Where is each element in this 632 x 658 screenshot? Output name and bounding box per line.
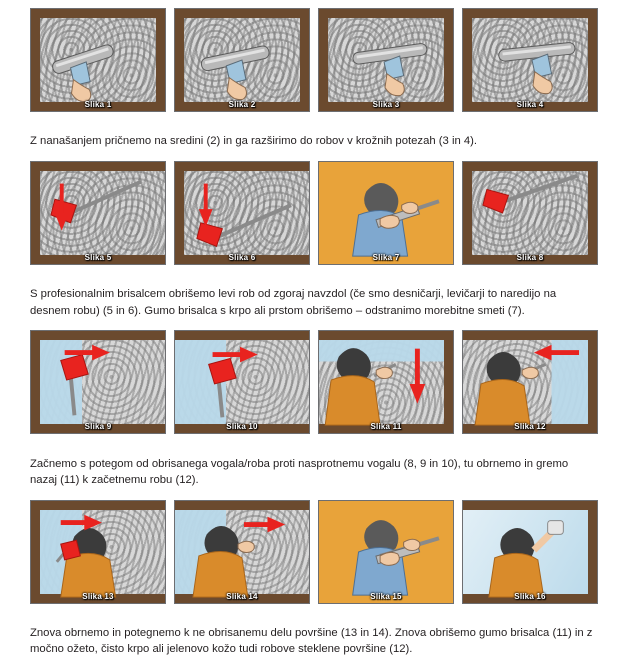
- figure-label: Slika 10: [226, 422, 258, 432]
- figure-cell: [174, 500, 310, 604]
- squeegee-art: [463, 162, 597, 264]
- figure-cell: [318, 8, 454, 112]
- figure-cell: [30, 8, 166, 112]
- figure-label: Slika 3: [372, 100, 400, 109]
- applicator-art: [463, 9, 597, 111]
- person-art: [175, 501, 309, 603]
- figure-label: Slika 6: [228, 252, 256, 262]
- person-art: [319, 162, 453, 264]
- figure-cell: [174, 330, 310, 434]
- figure-label: Slika 5: [84, 252, 112, 262]
- figure-label: Slika 1: [84, 100, 112, 109]
- person-art: [31, 501, 165, 603]
- step-caption: Znova obrnemo in potegnemo k ne obrisanemu delu površine (13 in 14). Znova obrišemo gumo brisalca (11) in z močno ožeto, čisto krpo ali jelenovo kožo tudi robove steklene površine (12).: [30, 626, 593, 656]
- figure-label: Slika 11: [370, 422, 402, 432]
- figure-cell: [318, 161, 454, 265]
- figure-label: Slika 4: [516, 100, 544, 109]
- arrow-down-icon: [199, 184, 213, 227]
- step-row-3: [0, 330, 632, 488]
- figure-label: Slika 16: [514, 591, 546, 601]
- applicator-art: [319, 9, 453, 111]
- figure-label: Slika 9: [84, 422, 112, 432]
- step-row-4: [0, 500, 632, 658]
- applicator-art: [31, 9, 165, 111]
- figure-label: Slika 14: [226, 591, 258, 601]
- applicator-art: [175, 9, 309, 111]
- figure-cell: [462, 500, 598, 604]
- squeegee-art: [175, 331, 309, 433]
- figure-cell: [30, 330, 166, 434]
- person-art: [319, 501, 453, 603]
- figure-label: Slika 15: [370, 591, 402, 601]
- figure-label: Slika 13: [82, 591, 114, 601]
- squeegee-art: [31, 331, 165, 433]
- figure-cell: [174, 161, 310, 265]
- image-strip-3: [0, 330, 632, 434]
- figure-label: Slika 12: [514, 422, 546, 432]
- squeegee-art: [31, 162, 165, 264]
- figure-cell: [462, 330, 598, 434]
- figure-cell: [462, 8, 598, 112]
- arrow-right-icon: [213, 347, 258, 363]
- figure-cell: [318, 330, 454, 434]
- figure-cell: [318, 500, 454, 604]
- step-caption: S profesionalnim brisalcem obrišemo levi rob od zgoraj navzdol (če smo desničarji, levičarji to naredijo na desnem robu) (5 in 6). Gumo brisalca s krpo ali prstom obrišemo – odstranimo morebitne smeti (7).: [30, 288, 557, 317]
- figure-label: Slika 2: [228, 100, 256, 109]
- step-row-1: [0, 0, 632, 150]
- figure-cell: [462, 161, 598, 265]
- figure-label: Slika 7: [372, 252, 400, 262]
- arrow-right-icon: [244, 516, 285, 532]
- image-strip-1: [0, 0, 632, 112]
- figure-cell: [30, 161, 166, 265]
- figure-cell: [30, 500, 166, 604]
- step-row-2: [0, 161, 632, 319]
- step-caption: Z nanašanjem pričnemo na sredini (2) in ga razširimo do robov v krožnih potezah (3 in 4).: [30, 135, 478, 148]
- person-art: [319, 331, 453, 433]
- person-art: [463, 331, 597, 433]
- person-art: [463, 501, 597, 603]
- arrow-left-icon: [534, 345, 579, 361]
- step-caption: Začnemo s potegom od obrisanega vogala/roba proti nasprotnemu vogalu (8, 9 in 10), tu obrnemo in gremo nazaj (11) k začetnemu robu (12).: [30, 457, 569, 486]
- arrow-down-icon: [410, 349, 426, 404]
- figure-cell: [174, 8, 310, 112]
- figure-label: Slika 8: [516, 252, 544, 262]
- image-strip-4: [0, 500, 632, 604]
- squeegee-art: [175, 162, 309, 264]
- image-strip-2: [0, 161, 632, 265]
- arrow-right-icon: [61, 514, 102, 530]
